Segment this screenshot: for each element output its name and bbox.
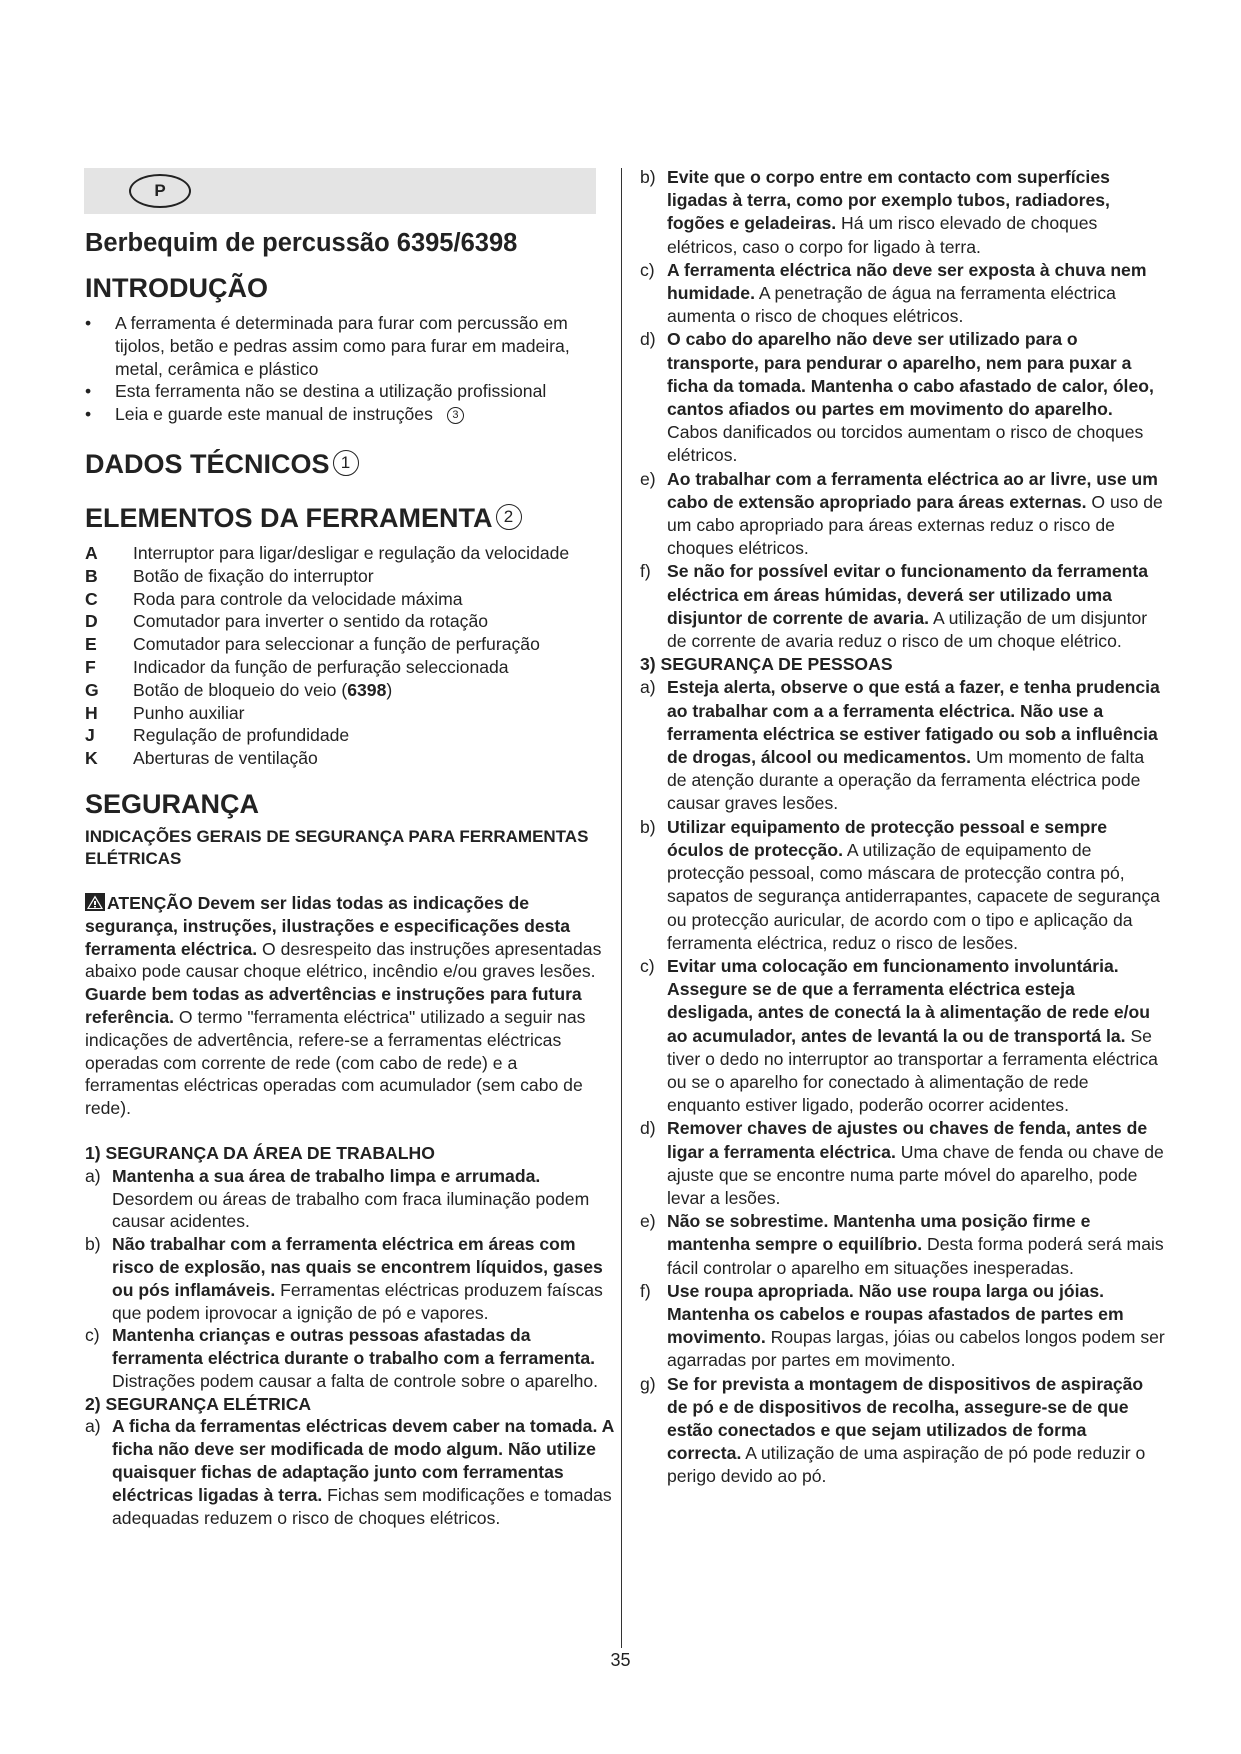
element-key: D <box>85 611 98 632</box>
element-key: E <box>85 634 97 655</box>
item-text: A utilização de equipamento de protecção pessoal, como máscara de protecção contra pó, sapatos de segurança antiderrapantes, capacete de segurança ou protecção auricular, de acordo com o tipo e aplicação da ferramenta eléctrica, reduz o risco de lesões. <box>667 839 1160 953</box>
item-label: e) <box>640 1211 656 1232</box>
item-bold: Se não for possível evitar o funcionamento da ferramenta eléctrica em áreas húmidas, deverá ser utilizado uma disjuntor de corrente de avaria. <box>667 561 1149 628</box>
element-text: Punho auxiliar <box>133 702 245 723</box>
item-text: Uma chave de fenda ou chave de ajuste que se encontre numa parte móvel do aparelho, pode levar a lesões. <box>667 1141 1164 1208</box>
element-key: J <box>85 725 95 746</box>
element-key: K <box>85 748 98 769</box>
element-desc <box>133 679 392 702</box>
item-label: c) <box>640 259 655 280</box>
element-key: C <box>85 588 98 609</box>
element-desc <box>133 702 245 725</box>
item-body <box>667 1117 1165 1210</box>
item-label: f) <box>640 1280 651 1301</box>
item-bold: Mantenha crianças e outras pessoas afastadas da ferramenta eléctrica durante o trabalho com a ferramenta. <box>112 1325 596 1369</box>
element-model: 6398 <box>347 679 387 700</box>
item-label: c) <box>85 1325 100 1346</box>
element-text-after: ) <box>386 679 393 700</box>
item-body <box>112 1324 615 1392</box>
element-row <box>85 679 615 702</box>
dados-heading-text: DADOS TÉCNICOS <box>85 448 330 479</box>
element-desc <box>133 747 318 770</box>
element-text: Aberturas de ventilação <box>133 748 318 769</box>
item-label: c) <box>640 955 655 976</box>
safety-item <box>640 1210 1165 1280</box>
item-body <box>667 560 1165 653</box>
element-desc <box>133 656 509 679</box>
item-body <box>667 1210 1165 1280</box>
item-text: Roupas largas, jóias ou cabelos longos podem ser agarradas por partes em movimento. <box>667 1327 1165 1371</box>
item-label: a) <box>85 1165 101 1186</box>
item-bold: Evitar uma colocação em funcionamento involuntária. Assegure se de que a ferramenta eléctrica esteja desligada, antes de conectá la à alimentação de rede e/ou ao acumulador, antes de levantá la ou de transportá la. <box>667 955 1151 1046</box>
element-text: Botão de bloqueio do veio ( <box>133 679 348 700</box>
item-text: Um momento de falta de atenção durante a operação da ferramenta eléctrica pode causar graves lesões. <box>667 747 1145 814</box>
safety-item <box>85 1324 615 1392</box>
seguranca-heading: SEGURANÇA <box>85 788 260 819</box>
element-text: Indicador da função de perfuração seleccionada <box>133 656 509 677</box>
item-body <box>112 1165 615 1233</box>
safety-item <box>640 1117 1165 1210</box>
item-body <box>112 1233 615 1324</box>
item-label: d) <box>640 329 656 350</box>
area-heading: 1) SEGURANÇA DA ÁREA DE TRABALHO <box>85 1142 435 1163</box>
elementos-heading <box>85 502 615 534</box>
element-key: A <box>85 542 98 563</box>
item-body <box>667 955 1165 1117</box>
element-key: H <box>85 702 98 723</box>
item-bold: Mantenha a sua área de trabalho limpa e arrumada. <box>112 1165 541 1186</box>
element-text: Roda para controle da velocidade máxima <box>133 588 463 609</box>
item-bold: Remover chaves de ajustes ou chaves de fenda, antes de ligar a ferramenta eléctrica. <box>667 1118 1148 1162</box>
item-text: Fichas sem modificações e tomadas adequadas reduzem o risco de choques elétricos. <box>112 1484 612 1528</box>
item-body <box>667 468 1165 561</box>
element-text: Comutador para inverter o sentido da rotação <box>133 611 489 632</box>
intro-bullet: • A ferramenta é determinada para furar com percussão em tijolos, betão e pedras assim como para furar em madeira, metal, cerâmica e plástico <box>85 312 615 380</box>
page-number: 35 <box>610 1650 631 1670</box>
element-row <box>85 724 615 747</box>
item-label: a) <box>85 1416 101 1437</box>
language-bar <box>84 168 596 214</box>
figure-ref-1: 1 <box>333 450 359 476</box>
item-bold: Utilizar equipamento de protecção pessoal e sempre óculos de protecção. <box>667 816 1107 860</box>
item-body <box>667 328 1165 467</box>
dados-heading <box>85 448 615 480</box>
safety-item <box>640 560 1165 653</box>
warning-triangle-icon <box>85 893 105 911</box>
item-bold: Não trabalhar com a ferramenta eléctrica em áreas com risco de explosão, nas quais se encontrem líquidos, gases ou pós inflamáveis. <box>112 1234 603 1300</box>
item-label: b) <box>640 167 656 187</box>
language-badge: P <box>129 174 191 208</box>
item-body <box>667 259 1165 329</box>
element-key: B <box>85 565 98 586</box>
intro-bullet <box>85 403 615 426</box>
item-body <box>667 1280 1165 1373</box>
item-label: b) <box>640 816 656 837</box>
item-text: A utilização de um disjuntor de corrente de avaria reduz o risco de um choque elétrico. <box>667 607 1148 652</box>
elementos-heading-text: ELEMENTOS DA FERRAMENTA <box>85 502 493 533</box>
element-row <box>85 565 615 588</box>
safety-item <box>85 1415 615 1529</box>
column-divider <box>621 168 622 1648</box>
element-desc <box>133 542 569 565</box>
element-row <box>85 610 615 633</box>
pessoas-items <box>640 676 1165 1488</box>
element-desc <box>133 610 488 633</box>
safety-item <box>640 166 1165 259</box>
item-label: a) <box>640 677 656 698</box>
figure-ref-2: 2 <box>496 504 522 530</box>
item-text: Cabos danificados ou torcidos aumentam o risco de choques elétricos. <box>667 422 1144 466</box>
element-row <box>85 542 615 565</box>
eletrica-items-right <box>640 166 1165 653</box>
intro-bullet: • Esta ferramenta não se destina a utilização profissional <box>85 380 615 403</box>
item-body <box>667 166 1165 259</box>
area-items <box>85 1165 615 1393</box>
element-row <box>85 702 615 725</box>
intro-bullet-text: Leia e guarde este manual de instruções <box>115 404 433 425</box>
item-bold: Esteja alerta, observe o que está a fazer, e tenha prudencia ao trabalhar com a a ferramenta eléctrica. Não use a ferramenta eléctrica se estiver fatigado ou sob a influência de drogas, álcool ou medicamentos. <box>667 677 1160 768</box>
item-bold: Se for prevista a montagem de dispositivos de aspiração de pó e de dispositivos de recolha, assegure-se de que estão conectados e que sejam utilizados de forma correcta. <box>667 1373 1144 1464</box>
item-bold: A ferramenta eléctrica não deve ser exposta à chuva nem humidade. <box>667 259 1147 304</box>
eletrica-heading: 2) SEGURANÇA ELÉTRICA <box>85 1393 312 1414</box>
intro-heading: INTRODUÇÃO <box>85 273 268 303</box>
warning-paragraph <box>85 892 615 1120</box>
item-text: O uso de um cabo apropriado para áreas externas reduz o risco de choques elétricos. <box>667 491 1163 559</box>
item-label: b) <box>85 1234 101 1255</box>
safety-item <box>85 1165 615 1233</box>
element-desc <box>133 633 540 656</box>
warning-text-2: O termo "ferramenta eléctrica" utilizado a seguir nas indicações de advertência, refere-se a ferramentas eléctricas operadas com corrente de rede (com cabo de rede) e a ferramentas eléctricas operadas com acumulador (sem cabo de rede). <box>85 1006 586 1119</box>
element-desc <box>133 724 349 747</box>
eletrica-items-left <box>85 1415 615 1529</box>
left-column <box>85 168 615 1529</box>
element-desc <box>133 565 374 588</box>
safety-item <box>85 1233 615 1324</box>
safety-item <box>640 1373 1165 1489</box>
element-key: F <box>85 656 96 677</box>
item-body <box>667 1373 1165 1489</box>
item-text: Distrações podem causar a falta de controle sobre o aparelho. <box>112 1370 599 1391</box>
item-text: Ferramentas eléctricas produzem faíscas que podem iprovocar a ignição de pó e vapores. <box>112 1279 603 1323</box>
item-bold: Use roupa apropriada. Não use roupa larga ou jóias. Mantenha os cabelos e roupas afastados de partes em movimento. <box>667 1280 1124 1348</box>
safety-item <box>640 468 1165 561</box>
item-bold: O cabo do aparelho não deve ser utilizado para o transporte, para pendurar o aparelho, nem para puxar a ficha da tomada. Mantenha o cabo afastado de calor, óleo, cantos afiados ou partes em movimento do aparelho. <box>667 329 1154 420</box>
figure-ref-3: 3 <box>447 407 464 424</box>
item-text: A utilização de uma aspiração de pó pode reduzir o perigo devido ao pó. <box>667 1443 1146 1487</box>
item-bold: Não se sobrestime. Mantenha uma posição firme e mantenha sempre o equilíbrio. <box>667 1211 1091 1255</box>
safety-item <box>640 1280 1165 1373</box>
item-bold: Ao trabalhar com a ferramenta eléctrica ao ar livre, use um cabo de extensão apropriado para áreas externas. <box>667 468 1158 512</box>
item-bold: A ficha da ferramentas eléctricas devem caber na tomada. A ficha não deve ser modificada de modo algum. Não utilize quaisquer fichas de adaptação junto com ferramentas eléctricas ligadas à terra. <box>112 1416 614 1505</box>
item-body <box>667 816 1165 955</box>
pessoas-heading: 3) SEGURANÇA DE PESSOAS <box>640 654 893 675</box>
item-text: Há um risco elevado de choques elétricos, caso o corpo for ligado à terra. <box>667 213 1098 257</box>
safety-item <box>640 816 1165 955</box>
warning-bold-2: Guarde bem todas as advertências e instruções para futura referência. <box>85 984 582 1027</box>
elements-list <box>85 542 615 770</box>
element-key: G <box>85 679 99 700</box>
element-text: Interruptor para ligar/desligar e regulação da velocidade <box>133 542 570 563</box>
safety-item <box>640 328 1165 467</box>
safety-item <box>640 676 1165 815</box>
element-row <box>85 633 615 656</box>
element-text: Botão de fixação do interruptor <box>133 565 374 586</box>
warning-text-1: O desrespeito das instruções apresentadas abaixo pode causar choque elétrico, incêndio e/ou graves lesões. <box>85 938 602 982</box>
item-label: d) <box>640 1118 656 1139</box>
safety-item <box>640 955 1165 1117</box>
item-text: Desta forma poderá será mais fácil controlar o aparelho em situações inesperadas. <box>667 1234 1164 1278</box>
element-text: Comutador para seleccionar a função de perfuração <box>133 634 540 655</box>
item-label: g) <box>640 1373 656 1394</box>
item-body <box>667 676 1165 815</box>
element-row <box>85 747 615 770</box>
element-desc <box>133 588 463 611</box>
item-label: f) <box>640 561 651 582</box>
document-title: Berbequim de percussão 6395/6398 <box>85 229 518 257</box>
safety-item <box>640 259 1165 329</box>
item-body <box>112 1415 615 1529</box>
warning-bold-1: ATENÇÃO Devem ser lidas todas as indicações de segurança, instruções, ilustrações e especificações desta ferramenta eléctrica. <box>85 892 571 959</box>
element-text: Regulação de profundidade <box>133 725 350 746</box>
item-label: e) <box>640 468 656 489</box>
item-bold: Evite que o corpo entre em contacto com superfícies ligadas à terra, como por exemplo tubos, radiadores, fogões e geladeiras. <box>667 167 1110 234</box>
element-row <box>85 656 615 679</box>
item-text: Desordem ou áreas de trabalho com fraca iluminação podem causar acidentes. <box>112 1188 590 1232</box>
seguranca-subheading: INDICAÇÕES GERAIS DE SEGURANÇA PARA FERRAMENTAS ELÉTRICAS <box>85 826 589 868</box>
element-row <box>85 588 615 611</box>
item-text: Se tiver o dedo no interruptor ao transportar a ferramenta eléctrica ou se o aparelho for conectado à alimentação de rede enquanto estiver ligado, poderão ocorrer acidentes. <box>667 1025 1158 1116</box>
right-column <box>640 166 1165 1489</box>
intro-bullets <box>85 312 615 426</box>
item-text: A penetração de água na ferramenta eléctrica aumenta o risco de choques elétricos. <box>667 283 1116 327</box>
